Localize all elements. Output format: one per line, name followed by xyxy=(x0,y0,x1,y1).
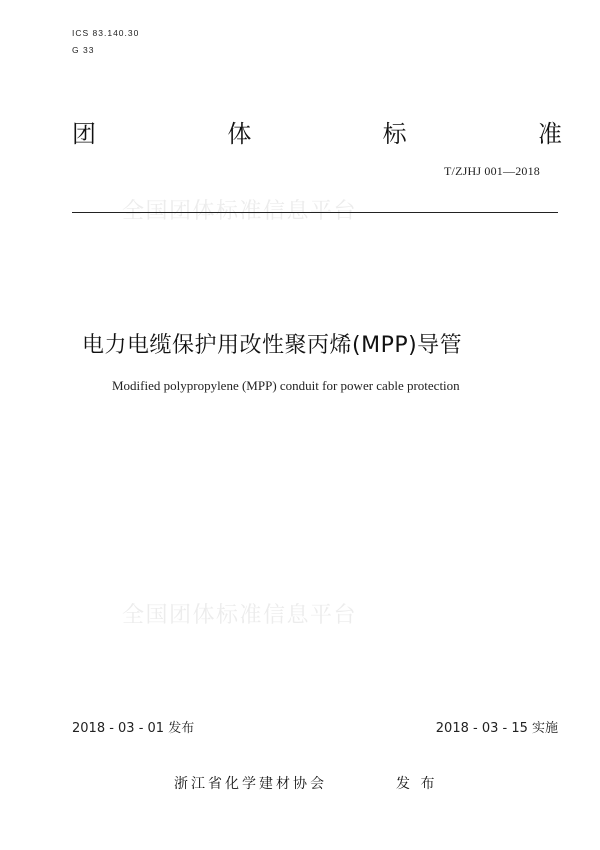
standard-type-char: 体 xyxy=(227,120,252,148)
issue-date: 2018 - 03 - 01 发布 xyxy=(72,721,195,736)
header-divider xyxy=(72,212,558,213)
ics-code: ICS 83.140.30 xyxy=(72,28,140,38)
standard-type-char: 标 xyxy=(382,120,407,148)
standard-type-char: 准 xyxy=(537,120,562,148)
implementation-date: 2018 - 03 - 15 实施 xyxy=(435,721,558,736)
publisher-name: 浙江省化学建材协会 xyxy=(174,776,327,792)
publish-label: 发 布 xyxy=(396,776,438,792)
ccs-code: G 33 xyxy=(72,45,95,55)
watermark: 全国团体标准信息平台 xyxy=(122,199,358,224)
standard-number: T/ZJHJ 001—2018 xyxy=(444,164,540,178)
document-title-en: Modified polypropylene (MPP) conduit for power cable protection xyxy=(112,378,460,393)
standard-type-char: 团 xyxy=(72,120,96,148)
document-title-cn: 电力电缆保护用改性聚丙烯(MPP)导管 xyxy=(82,333,463,358)
standard-type-heading xyxy=(72,114,562,149)
watermark: 全国团体标准信息平台 xyxy=(122,603,358,628)
